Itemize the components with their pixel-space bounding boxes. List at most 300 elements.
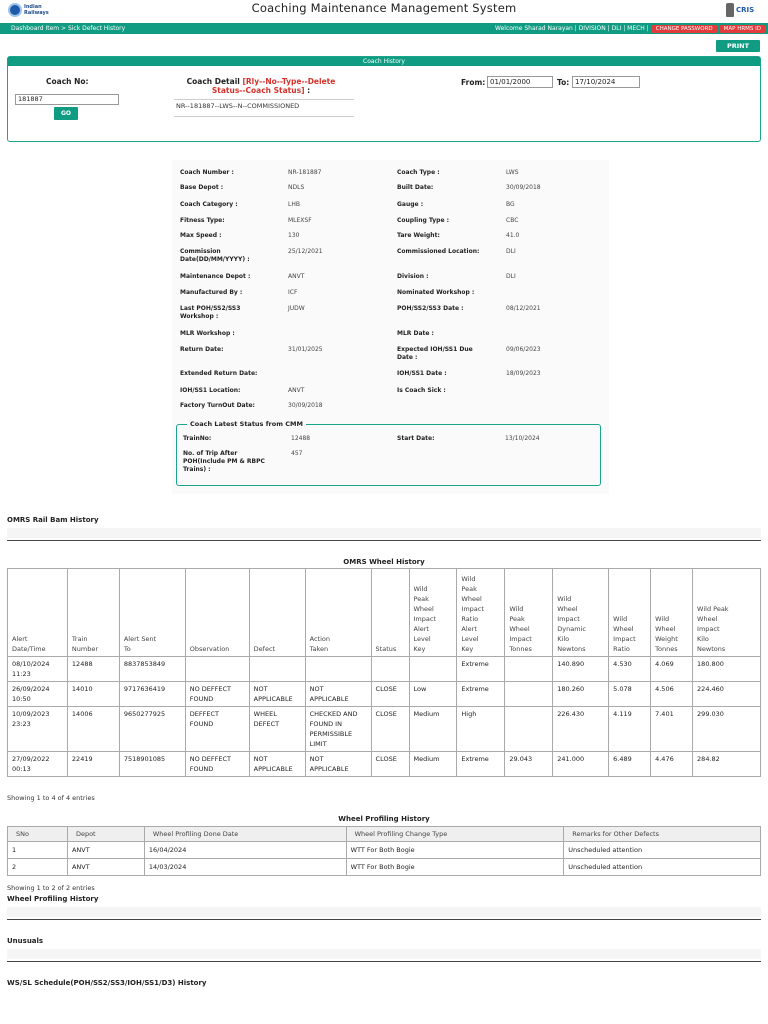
table-cell bbox=[119, 657, 185, 682]
table-cell-line: 9717636419 bbox=[123, 685, 166, 693]
omrs-col-header-line: Level bbox=[413, 635, 431, 643]
table-cell bbox=[553, 752, 609, 777]
table-cell bbox=[305, 707, 371, 752]
table-cell bbox=[553, 657, 609, 682]
app-title: Coaching Maintenance Management System bbox=[251, 1, 517, 15]
omrs-col-header-line: Newtons bbox=[557, 645, 586, 653]
table-cell-line: 284.82 bbox=[697, 755, 720, 763]
coach-category-value: LHB bbox=[288, 201, 300, 208]
omrs-col-header-line: Wild bbox=[509, 605, 524, 613]
table-cell-line: 11:23 bbox=[12, 670, 31, 678]
omrs-col-header-line: Action bbox=[309, 635, 330, 643]
table-cell: Unscheduled attention bbox=[564, 842, 761, 859]
table-cell bbox=[651, 682, 693, 707]
omrs-rail-bam-heading: OMRS Rail Bam History bbox=[7, 516, 99, 524]
table-cell-line: CLOSE bbox=[375, 685, 397, 693]
table-cell-line: 4.476 bbox=[655, 755, 674, 763]
table-cell bbox=[67, 752, 119, 777]
expected-ioh-label-line1: Expected IOH/SS1 Due bbox=[397, 346, 473, 353]
last-poh-workshop-label-line2: Workshop : bbox=[180, 313, 219, 320]
from-date-input[interactable]: 01/01/2000 bbox=[487, 76, 553, 88]
omrs-col-header[interactable] bbox=[249, 569, 305, 657]
table-cell bbox=[457, 682, 505, 707]
from-label: From: bbox=[461, 78, 486, 87]
unusuals-divider bbox=[7, 961, 761, 962]
last-poh-workshop-value: JUDW bbox=[288, 305, 305, 312]
table-cell-line: NOT bbox=[253, 685, 268, 693]
table-cell bbox=[249, 707, 305, 752]
table-cell-line: Medium bbox=[413, 710, 440, 718]
wheel-profiling-table-heading: Wheel Profiling History bbox=[338, 815, 430, 823]
table-row bbox=[8, 682, 761, 707]
trips-label-line3: Trains) : bbox=[183, 466, 211, 473]
coupling-type-label: Coupling Type : bbox=[397, 217, 450, 224]
omrs-col-header-line: Wheel bbox=[461, 595, 482, 603]
table-cell-line: FOUND bbox=[189, 765, 214, 773]
table-cell: ANVT bbox=[67, 859, 144, 876]
expected-ioh-value: 09/06/2023 bbox=[506, 346, 541, 353]
omrs-col-header[interactable] bbox=[185, 569, 249, 657]
tare-weight-value: 41.0 bbox=[506, 232, 520, 239]
table-cell bbox=[409, 707, 457, 752]
ioh-date-value: 18/09/2023 bbox=[506, 370, 541, 377]
table-cell bbox=[8, 707, 68, 752]
table-cell-line: 7.401 bbox=[655, 710, 674, 718]
wheel-profiling-band bbox=[7, 907, 761, 917]
wheel-profiling-table-body bbox=[8, 842, 761, 876]
coach-history-title: Coach History bbox=[8, 57, 760, 66]
omrs-col-header-line: Impact bbox=[461, 605, 484, 613]
table-cell bbox=[305, 682, 371, 707]
table-cell bbox=[505, 682, 553, 707]
trips-label-line2: POH(Include PM & RBPC bbox=[183, 458, 265, 465]
table-cell-line: 4.506 bbox=[655, 685, 674, 693]
omrs-col-header-line: Key bbox=[461, 645, 474, 653]
manufactured-by-label: Manufactured By : bbox=[180, 289, 243, 296]
omrs-col-header[interactable] bbox=[119, 569, 185, 657]
return-date-value: 31/01/2025 bbox=[288, 346, 323, 353]
factory-turnout-value: 30/09/2018 bbox=[288, 402, 323, 409]
omrs-col-header-line: Kilo bbox=[697, 635, 709, 643]
table-cell-line: Low bbox=[413, 685, 427, 693]
table-cell bbox=[409, 752, 457, 777]
table-cell-line: FOUND IN bbox=[309, 720, 342, 728]
table-cell bbox=[609, 752, 651, 777]
gauge-label: Gauge : bbox=[397, 201, 424, 208]
wheel-profiling-table bbox=[7, 826, 761, 876]
table-cell bbox=[185, 657, 249, 682]
omrs-col-header-line: Defect bbox=[253, 645, 276, 653]
coach-type-label: Coach Type : bbox=[397, 169, 440, 176]
table-cell-line: PERMISSIBLE bbox=[309, 730, 353, 738]
table-cell bbox=[119, 707, 185, 752]
table-cell bbox=[505, 752, 553, 777]
omrs-wheel-table bbox=[7, 568, 761, 777]
mlr-date-label: MLR Date : bbox=[397, 330, 434, 337]
omrs-col-header-line: Peak bbox=[413, 595, 429, 603]
omrs-col-header[interactable] bbox=[553, 569, 609, 657]
maintenance-depot-value: ANVT bbox=[288, 273, 305, 280]
coach-detail-format: [Rly--No--Type--Delete Status--Coach Status] bbox=[211, 77, 336, 95]
omrs-col-header[interactable] bbox=[409, 569, 457, 657]
unusuals-band bbox=[7, 949, 761, 959]
table-cell bbox=[67, 657, 119, 682]
table-cell-line: 180.800 bbox=[697, 660, 724, 668]
omrs-col-header[interactable] bbox=[609, 569, 651, 657]
maintenance-depot-label: Maintenance Depot : bbox=[180, 273, 251, 280]
omrs-rail-bam-divider bbox=[7, 540, 761, 541]
table-cell-line: 5.078 bbox=[613, 685, 632, 693]
omrs-col-header-line: Impact bbox=[613, 635, 636, 643]
omrs-header-row bbox=[8, 569, 761, 657]
table-cell-line: 9650277925 bbox=[123, 710, 166, 718]
table-cell bbox=[553, 682, 609, 707]
table-cell-line: FOUND bbox=[189, 720, 214, 728]
table-cell: WTT For Both Bogie bbox=[346, 859, 564, 876]
start-date-label: Start Date: bbox=[397, 435, 435, 442]
welcome-text: Welcome Sharad Narayan | DIVISION | DLI | MECH | bbox=[495, 25, 649, 32]
national-emblem-icon bbox=[726, 3, 734, 17]
table-cell bbox=[249, 657, 305, 682]
table-cell bbox=[609, 707, 651, 752]
table-cell bbox=[609, 682, 651, 707]
table-cell-line: 10/09/2023 bbox=[12, 710, 50, 718]
table-cell bbox=[185, 707, 249, 752]
wheel-profiling-history-heading: Wheel Profiling History bbox=[7, 895, 99, 903]
table-cell bbox=[505, 657, 553, 682]
omrs-col-header-line: Impact bbox=[697, 625, 720, 633]
table-row bbox=[8, 859, 761, 876]
go-button[interactable]: GO bbox=[54, 107, 78, 120]
omrs-col-header[interactable] bbox=[67, 569, 119, 657]
extended-return-label: Extended Return Date: bbox=[180, 370, 258, 377]
poh-date-label: POH/SS2/SS3 Date : bbox=[397, 305, 464, 312]
table-cell-line: 4.530 bbox=[613, 660, 632, 668]
omrs-col-header-line: Taken bbox=[309, 645, 329, 653]
trips-label bbox=[183, 450, 265, 474]
factory-turnout-label: Factory TurnOut Date: bbox=[180, 402, 255, 409]
table-cell-line: CLOSE bbox=[375, 755, 397, 763]
table-cell-line: 4.069 bbox=[655, 660, 674, 668]
omrs-col-header-line: Wild bbox=[655, 615, 670, 623]
nominated-workshop-label: Nominated Workshop : bbox=[397, 289, 475, 296]
omrs-rail-bam-band bbox=[7, 528, 761, 538]
poh-date-value: 08/12/2021 bbox=[506, 305, 541, 312]
table-cell bbox=[693, 707, 761, 752]
commission-date-value: 25/12/2021 bbox=[288, 248, 323, 255]
omrs-col-header[interactable] bbox=[457, 569, 505, 657]
table-cell-line: APPLICABLE bbox=[309, 695, 349, 703]
built-date-label: Built Date: bbox=[397, 184, 434, 191]
division-label: Division : bbox=[397, 273, 429, 280]
table-cell bbox=[371, 752, 409, 777]
return-date-label: Return Date: bbox=[180, 346, 224, 353]
omrs-col-header-line: Wild bbox=[413, 585, 428, 593]
omrs-col-header-line: Alert bbox=[413, 625, 429, 633]
commissioned-location-label: Commissioned Location: bbox=[397, 248, 480, 255]
table-cell-line: 7518901085 bbox=[123, 755, 166, 763]
omrs-col-header[interactable] bbox=[8, 569, 68, 657]
table-cell-line: NO DEFFECT bbox=[189, 755, 232, 763]
table-cell bbox=[8, 657, 68, 682]
latest-status-box bbox=[176, 420, 601, 486]
table-cell: 2 bbox=[8, 859, 68, 876]
table-cell-line: 12488 bbox=[71, 660, 93, 668]
table-cell bbox=[305, 657, 371, 682]
table-cell-line: DEFFECT bbox=[189, 710, 219, 718]
omrs-col-header-line: Date/Time bbox=[12, 645, 46, 653]
table-cell bbox=[371, 707, 409, 752]
table-cell-line: 14010 bbox=[71, 685, 93, 693]
table-cell-line: Extreme bbox=[461, 660, 489, 668]
expected-ioh-label bbox=[397, 346, 473, 362]
omrs-col-header-line: Wild bbox=[461, 575, 476, 583]
omrs-col-header-line: Impact bbox=[557, 615, 580, 623]
table-cell-line: Extreme bbox=[461, 755, 489, 763]
train-no-value: 12488 bbox=[291, 435, 311, 442]
table-cell bbox=[553, 707, 609, 752]
coach-no-input[interactable]: 181887 bbox=[15, 94, 119, 105]
table-cell-line: 14006 bbox=[71, 710, 93, 718]
table-cell-line: 299.030 bbox=[697, 710, 724, 718]
table-cell-line: 180.260 bbox=[557, 685, 585, 693]
table-cell-line: 4.119 bbox=[613, 710, 632, 718]
table-cell-line: 27/09/2022 bbox=[12, 755, 50, 763]
omrs-col-header-line: Observation bbox=[189, 645, 230, 653]
table-cell bbox=[457, 657, 505, 682]
table-cell: 16/04/2024 bbox=[144, 842, 346, 859]
table-cell bbox=[651, 657, 693, 682]
omrs-col-header-line: Impact bbox=[413, 615, 436, 623]
table-cell-line: APPLICABLE bbox=[309, 765, 349, 773]
omrs-col-header-line: Wheel bbox=[557, 605, 578, 613]
table-cell bbox=[505, 707, 553, 752]
omrs-col-header-line: Peak bbox=[509, 615, 525, 623]
table-cell bbox=[609, 657, 651, 682]
max-speed-value: 130 bbox=[288, 232, 300, 239]
table-row bbox=[8, 707, 761, 752]
last-poh-workshop-label-line1: Last POH/SS2/SS3 bbox=[180, 305, 241, 312]
coach-detail-value: NR--181887--LWS--N--COMMISSIONED bbox=[174, 99, 354, 117]
table-cell bbox=[371, 682, 409, 707]
table-cell-line: 22419 bbox=[71, 755, 93, 763]
tare-weight-label: Tare Weight: bbox=[397, 232, 440, 239]
wheel-profiling-col-header[interactable]: Remarks for Other Defects bbox=[564, 827, 761, 842]
table-row bbox=[8, 842, 761, 859]
omrs-col-header-line: To bbox=[123, 645, 131, 653]
table-cell-line: NOT bbox=[309, 685, 324, 693]
table-cell bbox=[185, 752, 249, 777]
table-cell-line: LIMIT bbox=[309, 740, 327, 748]
is-sick-label: Is Coach Sick : bbox=[397, 387, 446, 394]
omrs-showing-entries: Showing 1 to 4 of 4 entries bbox=[7, 794, 95, 802]
table-cell bbox=[249, 682, 305, 707]
omrs-col-header-line: Alert Sent bbox=[123, 635, 157, 643]
omrs-col-header-line: Wheel bbox=[509, 625, 530, 633]
table-cell-line: Medium bbox=[413, 755, 440, 763]
table-cell-line: 26/09/2024 bbox=[12, 685, 50, 693]
fitness-type-value: MLEXSF bbox=[288, 217, 312, 224]
logo-left-text: Indian Railways bbox=[23, 4, 49, 16]
table-cell bbox=[119, 752, 185, 777]
coach-history-panel bbox=[7, 56, 761, 142]
wheel-profiling-col-header[interactable]: Depot bbox=[67, 827, 144, 842]
table-cell bbox=[8, 682, 68, 707]
nav-bar bbox=[0, 23, 768, 34]
change-password-button[interactable]: CHANGE PASSWORD bbox=[652, 25, 717, 33]
omrs-col-header-line: Newtons bbox=[697, 645, 726, 653]
coach-number-label: Coach Number : bbox=[180, 169, 234, 176]
omrs-col-header-line: Wild bbox=[557, 595, 572, 603]
wheel-profiling-header-row bbox=[8, 827, 761, 842]
omrs-col-header-line: Ratio bbox=[613, 645, 630, 653]
commission-date-label-line2: Date(DD/MM/YYYY) : bbox=[180, 256, 250, 263]
coach-detail-label bbox=[176, 77, 346, 95]
table-cell-line: NO DEFFECT bbox=[189, 685, 232, 693]
omrs-col-header[interactable] bbox=[305, 569, 371, 657]
table-cell-line: 08/10/2024 bbox=[12, 660, 50, 668]
omrs-col-header-line: Train bbox=[71, 635, 88, 643]
table-cell-line: 8837853849 bbox=[123, 660, 166, 668]
table-cell-line: DEFECT bbox=[253, 720, 280, 728]
ioh-location-value: ANVT bbox=[288, 387, 305, 394]
table-cell bbox=[185, 682, 249, 707]
omrs-col-header-line: Impact bbox=[509, 635, 532, 643]
omrs-col-header-line: Alert bbox=[12, 635, 28, 643]
table-cell bbox=[651, 752, 693, 777]
omrs-col-header-line: Alert bbox=[461, 625, 477, 633]
manufactured-by-value: ICF bbox=[288, 289, 298, 296]
breadcrumb[interactable]: Dashboard Item > Sick Defect History bbox=[11, 25, 126, 32]
mlr-workshop-label: MLR Workshop : bbox=[180, 330, 235, 337]
table-cell bbox=[305, 752, 371, 777]
omrs-col-header-line: Tonnes bbox=[655, 645, 678, 653]
latest-status-title: Coach Latest Status from CMM bbox=[187, 420, 306, 428]
omrs-wheel-heading: OMRS Wheel History bbox=[343, 558, 425, 566]
table-cell-line: 140.890 bbox=[557, 660, 585, 668]
base-depot-value: NDLS bbox=[288, 184, 305, 191]
last-poh-workshop-label bbox=[180, 305, 240, 321]
omrs-col-header[interactable] bbox=[371, 569, 409, 657]
table-cell bbox=[651, 707, 693, 752]
table-cell: 1 bbox=[8, 842, 68, 859]
coach-detail-label-text: Coach Detail bbox=[186, 77, 240, 86]
commission-date-label bbox=[180, 248, 250, 264]
cris-logo-text: CRIS bbox=[736, 5, 755, 14]
table-row bbox=[8, 657, 761, 682]
omrs-col-header-line: Wild Peak bbox=[697, 605, 729, 613]
omrs-col-header-line: Dynamic bbox=[557, 625, 586, 633]
table-cell-line: 241.000 bbox=[557, 755, 585, 763]
table-cell-line: APPLICABLE bbox=[253, 695, 293, 703]
coach-no-label: Coach No: bbox=[46, 77, 89, 86]
table-cell-line: 226.430 bbox=[557, 710, 585, 718]
table-cell: Unscheduled attention bbox=[564, 859, 761, 876]
trips-label-line1: No. of Trip After bbox=[183, 450, 238, 457]
omrs-col-header-line: Key bbox=[413, 645, 426, 653]
built-date-value: 30/09/2018 bbox=[506, 184, 541, 191]
table-cell bbox=[693, 682, 761, 707]
table-cell-line: 00:13 bbox=[12, 765, 31, 773]
start-date-value: 13/10/2024 bbox=[505, 435, 540, 442]
wheel-profiling-col-header[interactable]: Wheel Profiling Done Date bbox=[144, 827, 346, 842]
table-cell-line: 23:23 bbox=[12, 720, 31, 728]
table-cell bbox=[67, 707, 119, 752]
omrs-table-body bbox=[8, 657, 761, 777]
coach-type-value: LWS bbox=[506, 169, 519, 176]
ioh-location-label: IOH/SS1 Location: bbox=[180, 387, 241, 394]
table-cell bbox=[8, 752, 68, 777]
table-cell bbox=[693, 752, 761, 777]
omrs-col-header-line: Weight bbox=[655, 635, 678, 643]
commission-date-label-line1: Commission bbox=[180, 248, 221, 255]
fitness-type-label: Fitness Type: bbox=[180, 217, 225, 224]
max-speed-label: Max Speed : bbox=[180, 232, 222, 239]
table-cell bbox=[457, 707, 505, 752]
wheel-profiling-col-header[interactable]: SNo bbox=[8, 827, 68, 842]
table-cell bbox=[67, 682, 119, 707]
table-cell-line: FOUND bbox=[189, 695, 214, 703]
omrs-col-header-line: Status bbox=[375, 645, 397, 653]
table-cell bbox=[119, 682, 185, 707]
omrs-col-header[interactable] bbox=[693, 569, 761, 657]
table-cell: ANVT bbox=[67, 842, 144, 859]
table-cell-line: CLOSE bbox=[375, 710, 397, 718]
table-cell: WTT For Both Bogie bbox=[346, 842, 564, 859]
print-button[interactable]: PRINT bbox=[716, 40, 760, 52]
omrs-col-header-line: Wheel bbox=[655, 625, 676, 633]
table-cell-line: Extreme bbox=[461, 685, 489, 693]
table-cell-line: 6.489 bbox=[613, 755, 632, 763]
table-cell bbox=[371, 657, 409, 682]
table-row bbox=[8, 752, 761, 777]
table-cell-line: 224.460 bbox=[697, 685, 724, 693]
table-cell bbox=[693, 657, 761, 682]
omrs-col-header-line: Number bbox=[71, 645, 99, 653]
to-label: To: bbox=[557, 78, 570, 87]
omrs-col-header[interactable] bbox=[505, 569, 553, 657]
map-hrms-id-button[interactable]: MAP HRMS ID bbox=[720, 25, 765, 33]
trips-value: 457 bbox=[291, 450, 303, 457]
wheel-profiling-col-header[interactable]: Wheel Profiling Change Type bbox=[346, 827, 564, 842]
coach-detail-colon: : bbox=[307, 86, 311, 95]
omrs-col-header-line: Ratio bbox=[461, 615, 479, 623]
gauge-value: BG bbox=[506, 201, 515, 208]
omrs-col-header-line: Wheel bbox=[697, 615, 718, 623]
unusuals-heading: Unusuals bbox=[7, 937, 44, 945]
table-cell bbox=[409, 682, 457, 707]
ioh-date-label: IOH/SS1 Date : bbox=[397, 370, 447, 377]
table-cell-line: NOT bbox=[253, 755, 268, 763]
omrs-col-header-line: Peak bbox=[461, 585, 477, 593]
omrs-col-header-line: Kilo bbox=[557, 635, 570, 643]
table-cell-line: 29.043 bbox=[509, 755, 533, 763]
table-cell bbox=[249, 752, 305, 777]
coach-number-value: NR-181887 bbox=[288, 169, 322, 176]
coach-category-label: Coach Category : bbox=[180, 201, 238, 208]
omrs-col-header-line: Wild bbox=[613, 615, 628, 623]
coupling-type-value: CBC bbox=[506, 217, 519, 224]
table-cell-line: 10:50 bbox=[12, 695, 31, 703]
table-cell: 14/03/2024 bbox=[144, 859, 346, 876]
table-cell bbox=[457, 752, 505, 777]
table-cell-line: APPLICABLE bbox=[253, 765, 293, 773]
omrs-col-header[interactable] bbox=[651, 569, 693, 657]
base-depot-label: Base Depot : bbox=[180, 184, 224, 191]
omrs-col-header-line: Wheel bbox=[613, 625, 634, 633]
to-date-input[interactable]: 17/10/2024 bbox=[572, 76, 640, 88]
omrs-col-header-line: Level bbox=[461, 635, 479, 643]
